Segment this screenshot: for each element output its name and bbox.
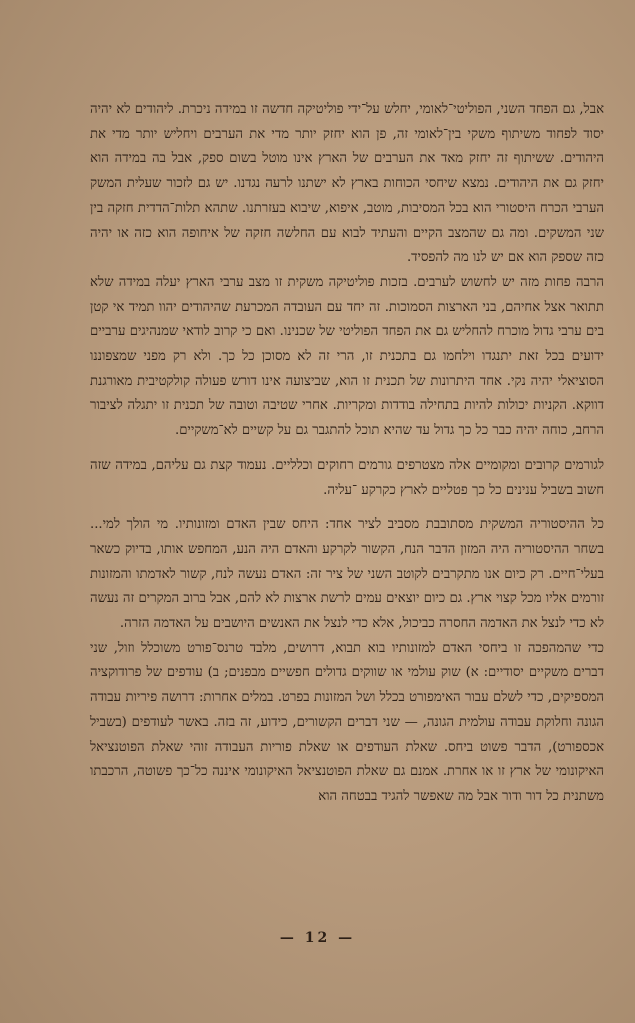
paragraph-4: כל ההיסטוריה המשקית מסתובבת מסביב לציר אחד: היחס שבין האדם ומזונותיו. מי הולך למי... בשחר ההיסטוריה היה המזון הדבר הנח, הקשור לקרקע והאדם היה הנע, המחפש אותו, בדיוק כשאר בעלי־חיים. רק כיום אנו מתקרבים לקוטב השני של ציר זה: האדם נעשה לנח, קשור לאדמתו והמזונות זורמים אליו מכל קצוי ארץ. גם כיום יוצאים עמים לרשת ארצות לא להם, אבל ברוב המקרים זה נעשה לא כדי לנצל את האדמה החסרה כביכול, אלא כדי לנצל את האנשים היושבים על האדמה הזרה. <box>90 517 604 632</box>
paragraph-2: הרבה פחות מזה יש לחשוש לערבים. בזכות פוליטיקה משקית זו מצב ערבי הארץ יעלה במידה שלא תתואר אצל אחיהם, בני הארצות הסמוכות. זה יחד עם העובדה המכרעת שהיהודים יהוו תמיד אי קטן בים ערבי גדול מוכרח להחליש גם את הפחד הפוליטי של שכנינו. ואם כי קרוב לודאי שמנהיגים ערביים ידועים בכל זאת יתנגדו וילחמו גם בתכנית זו, הרי זה לא מסוכן כל כך. ולא רק מפני שמצפוננו הסוציאלי יהיה נקי. אחד היתרונות של תכנית זו הוא, שביצועה אינו דורש פעולה קולקטיבית מאורגנת דווקא. הקניות יכולות להיות בתחילה בודדות ומקריות. אחרי שטיבה וטובה של תכנית זו יתגלה לציבור הרחב, כוחה יהיה כבר כל כך גדול עד שהיא תוכל להתגבר גם על קשיים לא־משקיים. <box>90 274 604 439</box>
page-number: — 12 — <box>279 930 356 946</box>
paragraph-1: אבל, גם הפחד השני, הפוליטי־לאומי, יחלש על־ידי פוליטיקה חדשה זו במידה ניכרת. ליהודים לא יהיה יסוד לפחוד משיתוף משקי בין־לאומי זה, פן הוא יחזק יותר מדי את הערבים ויחליש יותר מדי את היהודים. ששיתוף זה יחזק מאד את הערבים של הארץ אינו מוטל בשום ספק, אבל בה במידה הוא יחזק גם את היהודים. נמצא שיחסי הכוחות בארץ לא ישתנו לרעה נגדנו. יש גם לזכור שעלית המשק הערבי הכרח היסטורי הוא בכל המסיבות, מוטב, איפוא, שיבוא בעזרתנו. שתהא תלות־הדדית חזקה בין שני המשקים. ומה גם שהמצב הקיים והעתיד לבוא עם החלשה חזקה של איחופה הוא כזה או יהיה כזה שספק הוא אם יש לנו מה להפסיד. <box>90 102 604 266</box>
paragraph-3: לגורמים קרובים ומקומיים אלה מצטרפים גורמים רחוקים וכלליים. נעמוד קצת גם עליהם, במידה שזה חשוב בשביל ענינים כל כך פטליים לארץ כקרקע ־עליה. <box>90 457 604 498</box>
paragraph-5: כדי שהמהפכה זו ביחסי האדם למזונותיו בוא תבוא, דרושים, מלבד טרנס־פורט משוכלל וזול, שני דברים משקיים יסודיים: א) שוק עולמי או שווקים גדולים חפשיים מבפנים; ב) עודפים של פרודוקציה המספיקים, כדי לשלם עבור האימפורט בכלל ושל המזונות בפרט. במלים אחרות: דרושה פיריות עבודה הגונה וחלוקת עבודה עולמית הגונה, — שני דברים הקשורים, כידוע, זה בזה. באשר לעודפים (בשביל אכספורט), הדבר פשוט ביחס. שאלת העודפים או שאלת פוריות העבודה זוהי שאלת הפוטנציאל האיקונומי של ארץ זו או אחרת. אמנם גם שאלת הפוטנציאל האיקונומי איננה כל־כך פשוטה, הרכבתו משתנית כל דור ודור אבל מה שאפשר להגיד בבטחה הוא <box>90 640 604 804</box>
body-text <box>90 98 604 810</box>
